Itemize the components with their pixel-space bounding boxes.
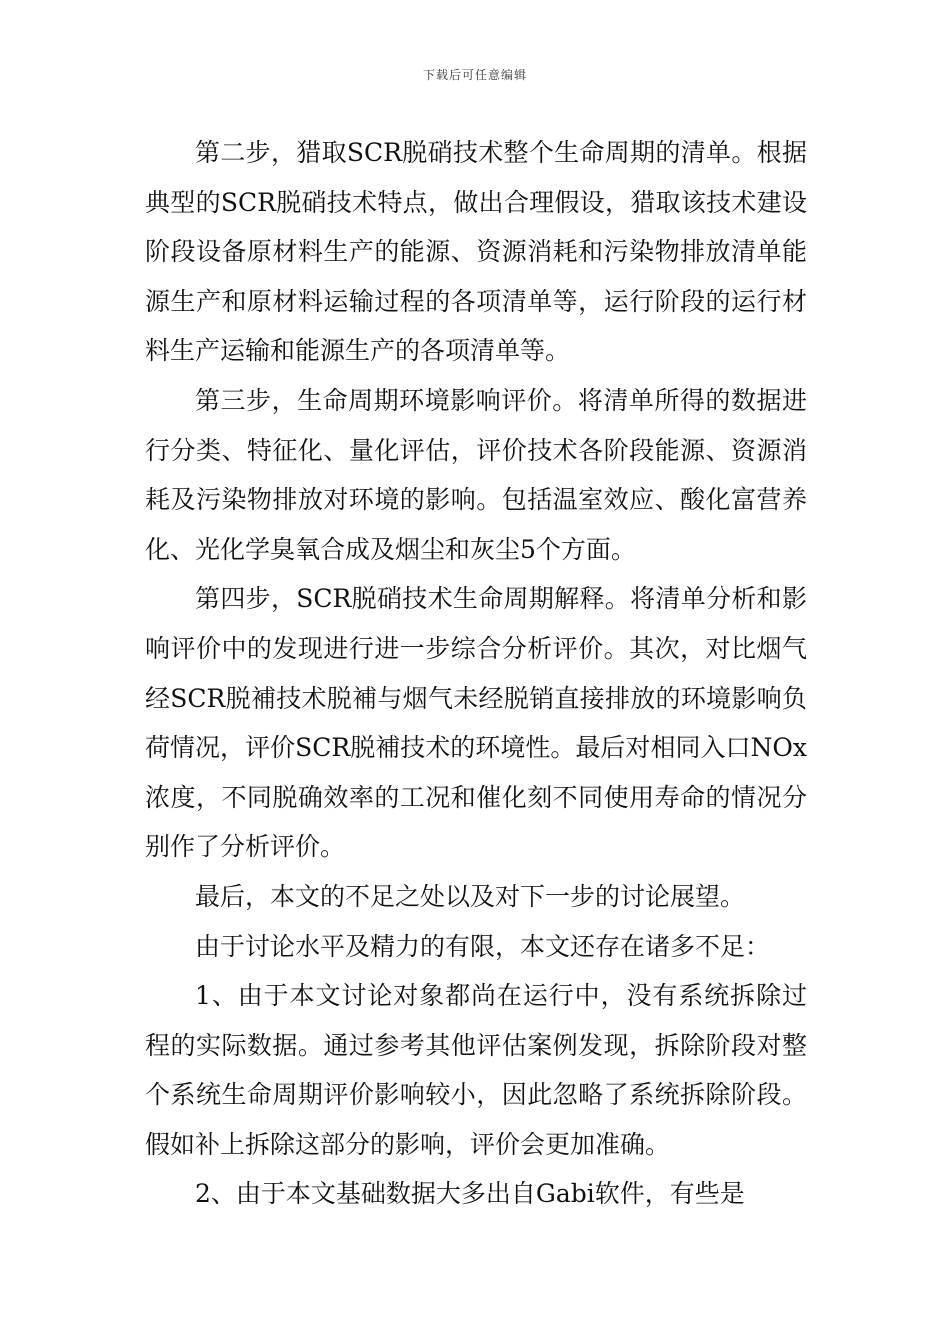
paragraph-step-three: 第三步，生命周期环境影响评价。将清单所得的数据进行分类、特征化、量化评估，评价技术各阶段能源、资源消耗及污染物排放对环境的影响。包括温室效应、酸化富营养化、光化学臭氧合成及烟尘和灰尘5个方面。 <box>145 385 807 564</box>
body-text <box>145 128 807 1219</box>
paragraph-limitation-one: 1、由于本文讨论对象都尚在运行中，没有系统拆除过程的实际数据。通过参考其他评估案例发现，拆除阶段对整个系统生命周期评价影响较小，因此忽略了系统拆除阶段。假如补上拆除这部分的影响，评价会更加准确。 <box>145 981 807 1159</box>
paragraph-limitation-two: 2、由于本文基础数据大多出自Gabi软件，有些是 <box>195 1179 745 1209</box>
paragraph-step-two: 第二步，猎取SCR脱硝技术整个生命周期的清单。根据典型的SCR脱硝技术特点，做出合理假设，猎取该技术建设阶段设备原材料生产的能源、资源消耗和污染物排放清单能源生产和原材料运输过程的各项清单等，运行阶段的运行材料生产运输和能源生产的各项清单等。 <box>145 138 807 366</box>
paragraph-step-four: 第四步，SCR脱硝技术生命周期解释。将清单分析和影响评价中的发现进行进一步综合分析评价。其次，对比烟气经SCR脱補技术脱補与烟气未经脱销直接排放的环境影响负荷情况，评价SCR脱補技术的环境性。最后对相同入口NOx浓度，不同脱确效率的工况和催化刻不同使用寿命的情况分别作了分析评价。 <box>145 584 807 862</box>
header-note: 下载后可任意编辑 <box>422 68 527 82</box>
paragraph-limitations-intro: 由于讨论水平及精力的有限，本文还存在诸多不足： <box>195 931 771 961</box>
paragraph-finally: 最后，本文的不足之处以及对下一步的讨论展望。 <box>195 881 746 911</box>
